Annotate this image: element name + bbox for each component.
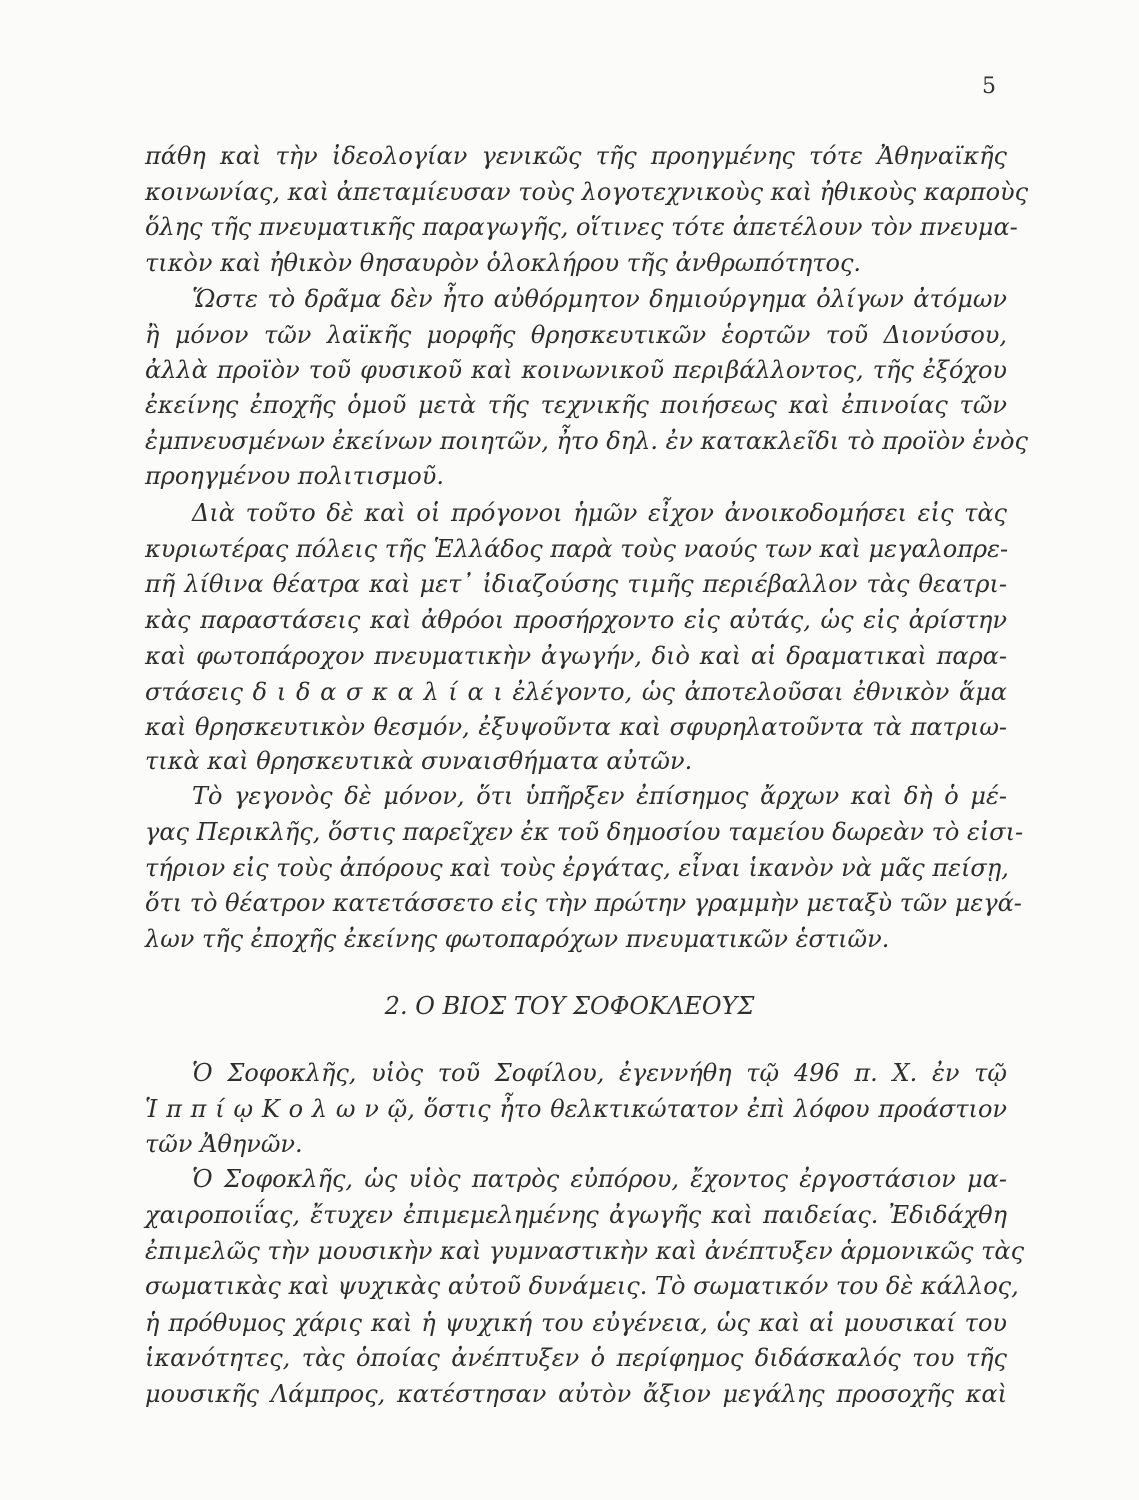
- text-line: ἐπιμελῶς τὴν μουσικὴν καὶ γυμναστικὴν καὶ ἀνέπτυξεν ἁρμονικῶς τὰς: [145, 1237, 1025, 1265]
- text-line: τικὰ καὶ θρησκευτικὰ συναισθήματα αὐτῶν.: [145, 747, 693, 775]
- text-line: κοινωνίας, καὶ ἀπεταμίευσαν τοὺς λογοτεχνικοὺς καὶ ἠθικοὺς καρποὺς: [145, 178, 1029, 206]
- text-line: πῆ λίθινα θέατρα καὶ μετ᾽ ἰδιαζούσης τιμῆς περιέβαλλον τὰς θεατρι-: [145, 570, 1007, 598]
- section-heading: 2. Ο ΒΙΟΣ ΤΟΥ ΣΟΦΟΚΛΕΟΥΣ: [384, 992, 755, 1020]
- text-line: γας Περικλῆς, ὅστις παρεῖχεν ἐκ τοῦ δημοσίου ταμείου δωρεὰν τὸ εἰσι-: [145, 818, 1024, 846]
- text-line: ὅλης τῆς πνευματικῆς παραγωγῆς, οἵτινες τότε ἀπετέλουν τὸν πνευμα-: [145, 213, 1018, 241]
- text-line: Ἱ π π ί ῳ Κ ο λ ω ν ῷ, ὅστις ἦτο θελκτικώτατον ἐπὶ λόφου προάστιον: [145, 1095, 1007, 1123]
- text-line: σωματικὰς καὶ ψυχικὰς αὐτοῦ δυνάμεις. Τὸ σωματικόν του δὲ κάλλος,: [145, 1272, 1019, 1300]
- text-line: προηγμένου πολιτισμοῦ.: [145, 462, 444, 490]
- text-line: καὶ θρησκευτικὸν θεσμόν, ἐξυψοῦντα καὶ σφυρηλατοῦντα τὰ πατριω-: [145, 713, 1007, 741]
- text-line: ἐκείνης ἐποχῆς ὁμοῦ μετὰ τῆς τεχνικῆς ποιήσεως καὶ ἐπινοίας τῶν: [145, 391, 1007, 419]
- text-line: χαιροποιΐας, ἔτυχεν ἐπιμεμελημένης ἀγωγῆς καὶ παιδείας. Ἐδιδάχθη: [145, 1201, 1007, 1229]
- text-line: λων τῆς ἐποχῆς ἐκείνης φωτοπαρόχων πνευματικῶν ἑστιῶν.: [145, 925, 890, 953]
- text-line: κὰς παραστάσεις καὶ ἀθρόοι προσήρχοντο εἰς αὐτάς, ὡς εἰς ἀρίστην: [145, 606, 1007, 634]
- text-line: κυριωτέρας πόλεις τῆς Ἑλλάδος παρὰ τοὺς ναούς των καὶ μεγαλοπρε-: [145, 535, 1009, 563]
- text-line: ἢ μόνον τῶν λαϊκῆς μορφῆς θρησκευτικῶν ἑορτῶν τοῦ Διονύσου,: [145, 321, 1007, 349]
- text-line: ἐμπνευσμένων ἐκείνων ποιητῶν, ἦτο δηλ. ἐν κατακλεῖδι τὸ προϊὸν ἑνὸς: [145, 427, 1028, 455]
- page-number: 5: [982, 74, 996, 99]
- text-line: τῶν Ἀθηνῶν.: [145, 1130, 303, 1158]
- text-line: τήριον εἰς τοὺς ἀπόρους καὶ τοὺς ἐργάτας, εἶναι ἱκανὸν νὰ μᾶς πείσῃ,: [145, 854, 1009, 882]
- text-line: ὅτι τὸ θέατρον κατετάσσετο εἰς τὴν πρώτην γραμμὴν μεταξὺ τῶν μεγά-: [145, 889, 1022, 917]
- text-line: Διὰ τοῦτο δὲ καὶ οἱ πρόγονοι ἡμῶν εἶχον ἀνοικοδομήσει εἰς τὰς: [192, 499, 1007, 527]
- text-line: ἡ πρόθυμος χάρις καὶ ἡ ψυχική του εὐγένεια, ὡς καὶ αἱ μουσικαί του: [145, 1309, 1007, 1337]
- text-line: Ὁ Σοφοκλῆς, ὡς υἱὸς πατρὸς εὐπόρου, ἔχοντος ἐργοστάσιον μα-: [192, 1165, 1007, 1193]
- text-line: Ὁ Σοφοκλῆς, υἱὸς τοῦ Σοφίλου, ἐγεννήθη τῷ 496 π. Χ. ἐν τῷ: [192, 1059, 1007, 1087]
- text-line: στάσεις δ ι δ α σ κ α λ ί α ι ἐλέγοντο, ὡς ἀποτελοῦσαι ἐθνικὸν ἅμα: [145, 678, 1007, 706]
- text-line: καὶ φωτοπάροχον πνευματικὴν ἀγωγήν, διὸ καὶ αἱ δραματικαὶ παρα-: [145, 642, 1007, 670]
- text-line: Τὸ γεγονὸς δὲ μόνον, ὅτι ὑπῆρξεν ἐπίσημος ἄρχων καὶ δὴ ὁ μέ-: [192, 782, 1007, 810]
- text-line: Ὥστε τὸ δρᾶμα δὲν ἦτο αὐθόρμητον δημιούργημα ὀλίγων ἀτόμων: [192, 285, 1007, 313]
- text-line: πάθη καὶ τὴν ἰδεολογίαν γενικῶς τῆς προηγμένης τότε Ἀθηναϊκῆς: [145, 142, 1007, 170]
- text-line: τικὸν καὶ ἠθικὸν θησαυρὸν ὁλοκλήρου τῆς ἀνθρωπότητος.: [145, 249, 862, 277]
- text-line: ἱκανότητες, τὰς ὁποίας ἀνέπτυξεν ὁ περίφημος διδάσκαλός του τῆς: [145, 1344, 1007, 1372]
- text-line: μουσικῆς Λάμπρος, κατέστησαν αὐτὸν ἄξιον μεγάλης προσοχῆς καὶ: [145, 1380, 1007, 1408]
- text-line: ἀλλὰ προϊὸν τοῦ φυσικοῦ καὶ κοινωνικοῦ περιβάλλοντος, τῆς ἐξόχου: [145, 356, 1007, 384]
